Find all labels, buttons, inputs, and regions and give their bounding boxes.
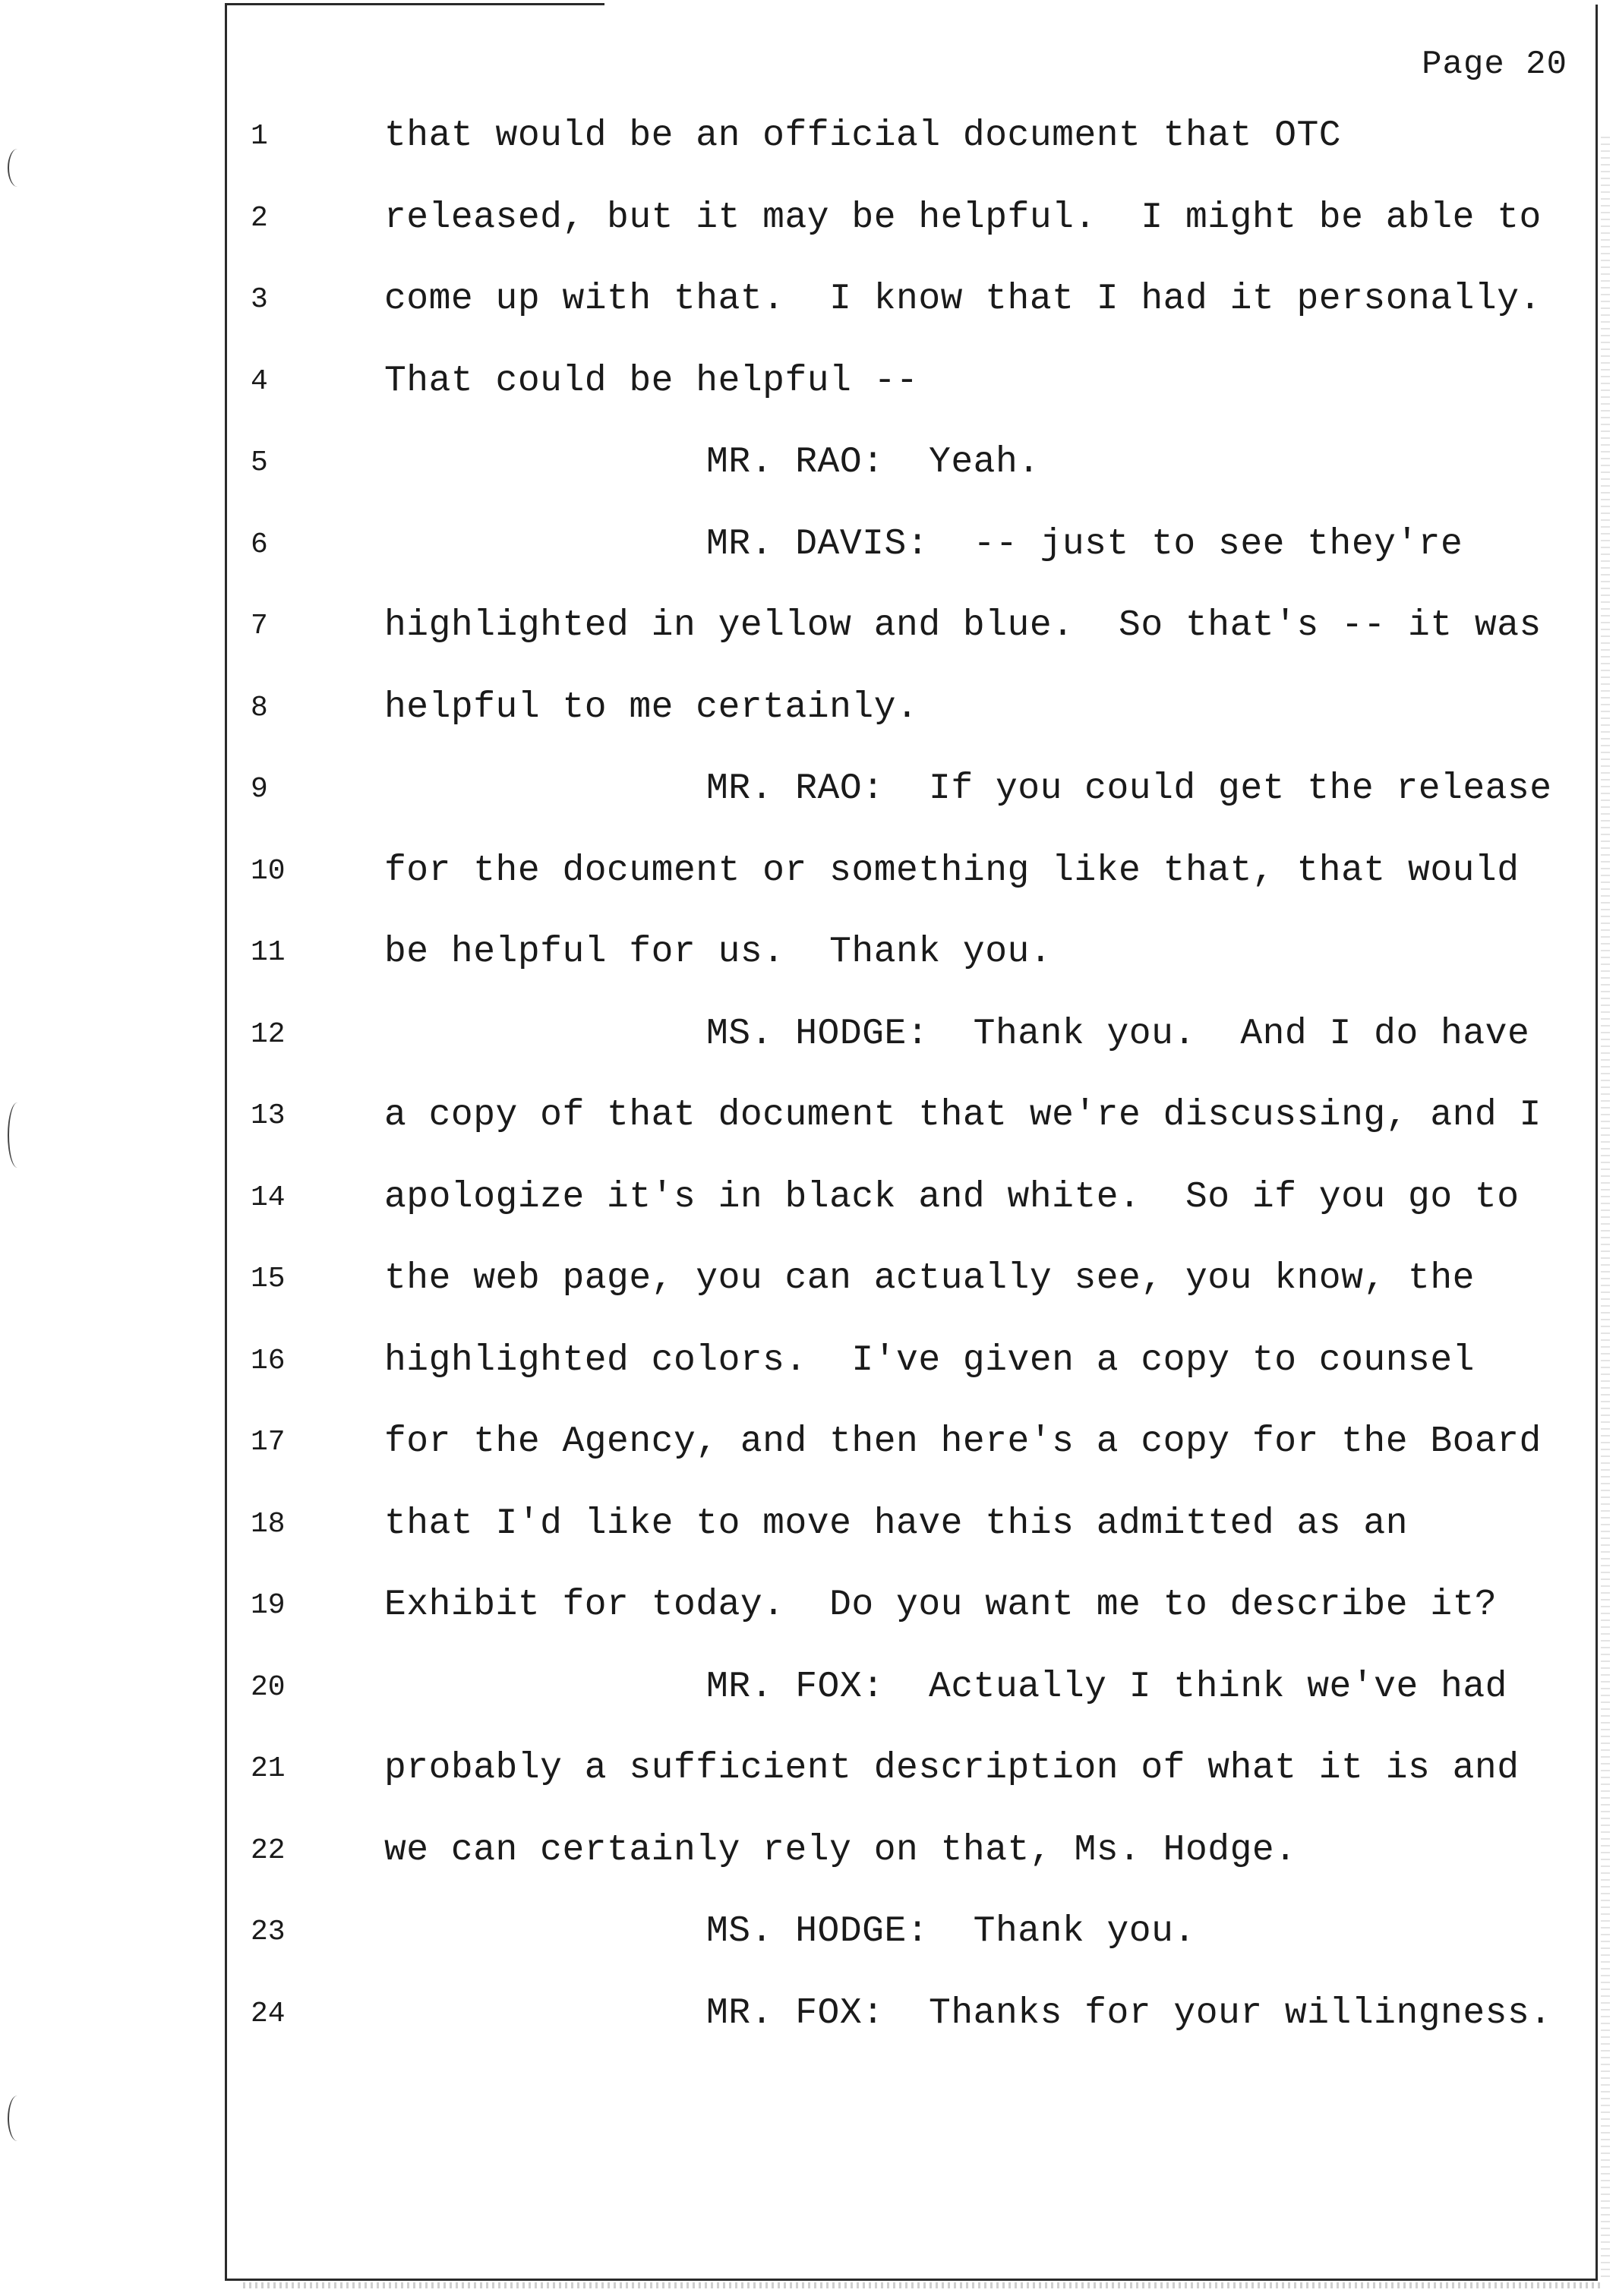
line-number: 23	[251, 1916, 286, 1948]
line-number: 1	[251, 120, 268, 153]
transcript-line: a copy of that document that we're discussing, and I	[384, 1095, 1542, 1136]
transcript-line: That could be helpful --	[384, 360, 919, 402]
line-number: 24	[251, 1997, 286, 2030]
line-number: 9	[251, 773, 268, 806]
transcript-line: MS. HODGE: Thank you. And I do have	[706, 1013, 1530, 1055]
line-number: 21	[251, 1752, 286, 1785]
transcript-line: come up with that. I know that I had it personally.	[384, 279, 1542, 320]
line-number: 22	[251, 1834, 286, 1867]
line-number: 2	[251, 201, 268, 235]
transcript-line: the web page, you can actually see, you know, the	[384, 1258, 1475, 1299]
line-number: 3	[251, 283, 268, 316]
line-number: 19	[251, 1589, 286, 1622]
transcript-line: that I'd like to move have this admitted as an	[384, 1503, 1409, 1544]
transcript-line: MR. FOX: Thanks for your willingness.	[706, 1992, 1552, 2034]
transcript-line: for the Agency, and then here's a copy for the Board	[384, 1421, 1542, 1462]
line-number: 14	[251, 1181, 286, 1214]
transcript-line: helpful to me certainly.	[384, 686, 919, 728]
transcript-line: Exhibit for today. Do you want me to describe it?	[384, 1585, 1498, 1626]
page-number: Page 20	[1422, 46, 1567, 84]
line-number: 10	[251, 854, 286, 888]
transcript-line: highlighted in yellow and blue. So that's -- it was	[384, 605, 1542, 646]
transcript-line: highlighted colors. I've given a copy to counsel	[384, 1339, 1475, 1381]
line-number: 16	[251, 1344, 286, 1377]
line-number: 12	[251, 1017, 286, 1051]
line-number: 20	[251, 1670, 286, 1704]
line-number: 6	[251, 528, 268, 561]
line-number: 4	[251, 364, 268, 398]
transcript-line: that would be an official document that OTC	[384, 115, 1342, 156]
line-number: 17	[251, 1426, 286, 1459]
transcript-line: probably a sufficient description of what it is and	[384, 1748, 1520, 1789]
binding-hole-mark	[8, 2096, 27, 2141]
transcript-line: apologize it's in black and white. So if you go to	[384, 1176, 1520, 1218]
binding-hole-mark	[8, 149, 27, 187]
transcript-line: we can certainly rely on that, Ms. Hodge.	[384, 1829, 1297, 1871]
transcript-line: for the document or something like that, that would	[384, 850, 1520, 891]
line-number: 8	[251, 691, 268, 724]
transcript-line: MR. FOX: Actually I think we've had	[706, 1666, 1507, 1708]
line-number: 7	[251, 610, 268, 642]
transcript-line: MR. RAO: If you could get the release	[706, 768, 1552, 809]
line-number: 5	[251, 446, 268, 479]
transcript-line: MR. DAVIS: -- just to see they're	[706, 523, 1463, 565]
scan-edge-artifact	[1601, 137, 1610, 2278]
transcript-line: be helpful for us. Thank you.	[384, 932, 1053, 973]
scan-bottom-artifact	[243, 2282, 1602, 2288]
line-number: 18	[251, 1507, 286, 1541]
line-number: 15	[251, 1263, 286, 1295]
binding-hole-mark	[8, 1102, 27, 1168]
transcript-line: MS. HODGE: Thank you.	[706, 1911, 1196, 1952]
line-number: 13	[251, 1099, 286, 1132]
transcript-line: released, but it may be helpful. I might be able to	[384, 197, 1542, 238]
line-number: 11	[251, 936, 286, 969]
transcript-line: MR. RAO: Yeah.	[706, 442, 1040, 483]
